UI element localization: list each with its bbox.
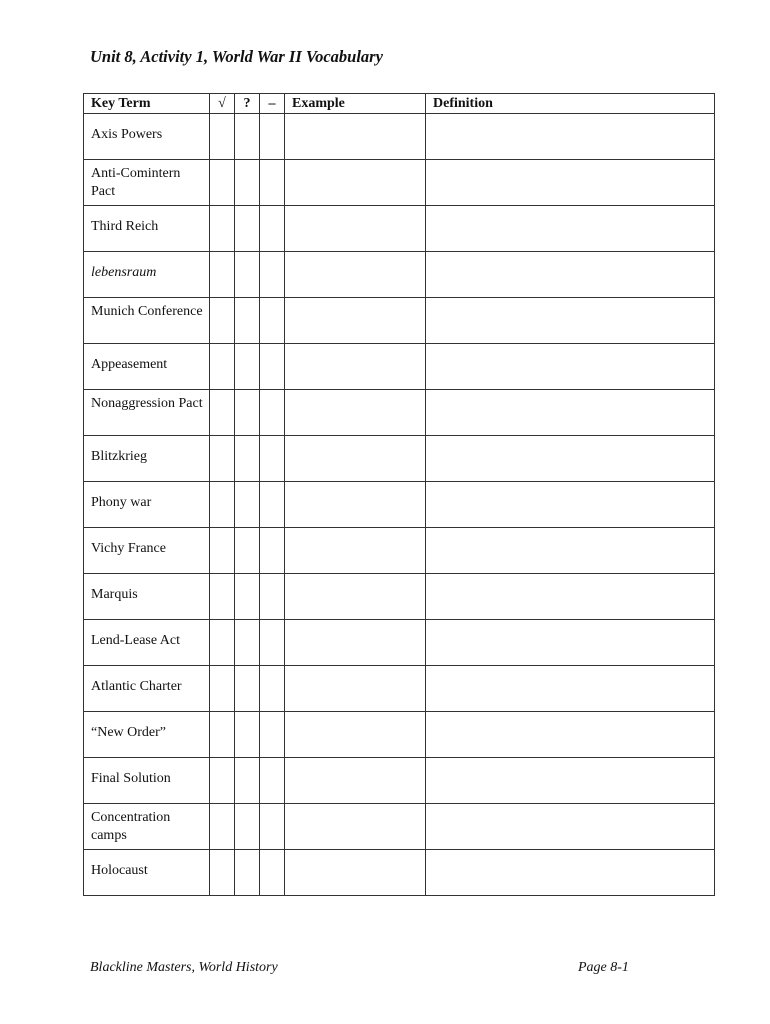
question-cell[interactable] [235, 620, 260, 666]
question-cell[interactable] [235, 758, 260, 804]
check-cell[interactable] [210, 436, 235, 482]
definition-cell[interactable] [426, 620, 715, 666]
example-cell[interactable] [285, 298, 426, 344]
table-row [84, 666, 715, 712]
question-cell[interactable] [235, 114, 260, 160]
key-term-cell: Lend-Lease Act [84, 620, 210, 666]
dash-cell[interactable] [260, 114, 285, 160]
check-cell[interactable] [210, 390, 235, 436]
dash-cell[interactable] [260, 620, 285, 666]
key-term-cell: Blitzkrieg [84, 436, 210, 482]
table-row [84, 712, 715, 758]
vocabulary-table [83, 93, 715, 896]
key-term-cell: Atlantic Charter [84, 666, 210, 712]
key-term-cell: Third Reich [84, 206, 210, 252]
definition-cell[interactable] [426, 666, 715, 712]
definition-cell[interactable] [426, 160, 715, 206]
table-row [84, 758, 715, 804]
header-dash: – [260, 94, 285, 114]
example-cell[interactable] [285, 528, 426, 574]
question-cell[interactable] [235, 390, 260, 436]
table-row [84, 298, 715, 344]
table-row [84, 850, 715, 896]
example-cell[interactable] [285, 436, 426, 482]
definition-cell[interactable] [426, 482, 715, 528]
question-cell[interactable] [235, 298, 260, 344]
key-term-cell: “New Order” [84, 712, 210, 758]
table-row [84, 206, 715, 252]
definition-cell[interactable] [426, 298, 715, 344]
question-cell[interactable] [235, 206, 260, 252]
question-cell[interactable] [235, 666, 260, 712]
question-cell[interactable] [235, 436, 260, 482]
key-term-cell: Axis Powers [84, 114, 210, 160]
definition-cell[interactable] [426, 206, 715, 252]
question-cell[interactable] [235, 712, 260, 758]
example-cell[interactable] [285, 160, 426, 206]
key-term-cell: Final Solution [84, 758, 210, 804]
dash-cell[interactable] [260, 252, 285, 298]
check-cell[interactable] [210, 758, 235, 804]
table-row [84, 620, 715, 666]
page-title: Unit 8, Activity 1, World War II Vocabulary [90, 47, 383, 66]
example-cell[interactable] [285, 758, 426, 804]
table-header-row [84, 94, 715, 114]
question-cell[interactable] [235, 804, 260, 850]
check-cell[interactable] [210, 712, 235, 758]
check-cell[interactable] [210, 620, 235, 666]
dash-cell[interactable] [260, 160, 285, 206]
dash-cell[interactable] [260, 482, 285, 528]
example-cell[interactable] [285, 206, 426, 252]
key-term-cell: Anti-Comintern Pact [84, 160, 210, 206]
key-term-cell: Vichy France [84, 528, 210, 574]
key-term-cell: Holocaust [84, 850, 210, 896]
example-cell[interactable] [285, 574, 426, 620]
check-cell[interactable] [210, 850, 235, 896]
key-term-cell: Phony war [84, 482, 210, 528]
definition-cell[interactable] [426, 528, 715, 574]
check-cell[interactable] [210, 344, 235, 390]
definition-cell[interactable] [426, 574, 715, 620]
check-cell[interactable] [210, 206, 235, 252]
example-cell[interactable] [285, 390, 426, 436]
dash-cell[interactable] [260, 206, 285, 252]
definition-cell[interactable] [426, 252, 715, 298]
key-term-cell: Concentration camps [84, 804, 210, 850]
definition-cell[interactable] [426, 804, 715, 850]
table-row [84, 160, 715, 206]
example-cell[interactable] [285, 252, 426, 298]
table-row [84, 528, 715, 574]
dash-cell[interactable] [260, 712, 285, 758]
question-cell[interactable] [235, 574, 260, 620]
table-row [84, 574, 715, 620]
example-cell[interactable] [285, 482, 426, 528]
header-definition: Definition [426, 94, 715, 114]
example-cell[interactable] [285, 712, 426, 758]
table-row [84, 436, 715, 482]
check-cell[interactable] [210, 666, 235, 712]
key-term-cell: lebensraum [84, 252, 210, 298]
definition-cell[interactable] [426, 436, 715, 482]
check-cell[interactable] [210, 114, 235, 160]
question-cell[interactable] [235, 344, 260, 390]
dash-cell[interactable] [260, 574, 285, 620]
footer-page-number: Page 8-1 [578, 960, 629, 975]
example-cell[interactable] [285, 620, 426, 666]
check-cell[interactable] [210, 804, 235, 850]
question-cell[interactable] [235, 160, 260, 206]
question-cell[interactable] [235, 482, 260, 528]
key-term-cell: Marquis [84, 574, 210, 620]
footer-source: Blackline Masters, World History [90, 960, 278, 975]
dash-cell[interactable] [260, 436, 285, 482]
table-row [84, 114, 715, 160]
example-cell[interactable] [285, 666, 426, 712]
definition-cell[interactable] [426, 344, 715, 390]
key-term-cell: Appeasement [84, 344, 210, 390]
check-cell[interactable] [210, 574, 235, 620]
definition-cell[interactable] [426, 114, 715, 160]
table-row [84, 482, 715, 528]
key-term-cell: Munich Conference [84, 298, 210, 344]
dash-cell[interactable] [260, 666, 285, 712]
example-cell[interactable] [285, 114, 426, 160]
key-term-cell: Nonaggression Pact [84, 390, 210, 436]
question-cell[interactable] [235, 252, 260, 298]
check-cell[interactable] [210, 252, 235, 298]
check-cell[interactable] [210, 298, 235, 344]
check-cell[interactable] [210, 482, 235, 528]
header-check: √ [210, 94, 235, 114]
question-cell[interactable] [235, 528, 260, 574]
example-cell[interactable] [285, 344, 426, 390]
table-row [84, 390, 715, 436]
definition-cell[interactable] [426, 712, 715, 758]
table-row [84, 804, 715, 850]
question-cell[interactable] [235, 850, 260, 896]
example-cell[interactable] [285, 804, 426, 850]
dash-cell[interactable] [260, 344, 285, 390]
dash-cell[interactable] [260, 850, 285, 896]
dash-cell[interactable] [260, 528, 285, 574]
header-example: Example [285, 94, 426, 114]
table-row [84, 252, 715, 298]
dash-cell[interactable] [260, 758, 285, 804]
definition-cell[interactable] [426, 390, 715, 436]
definition-cell[interactable] [426, 758, 715, 804]
table-row [84, 344, 715, 390]
header-question: ? [235, 94, 260, 114]
header-key-term: Key Term [84, 94, 210, 114]
dash-cell[interactable] [260, 390, 285, 436]
check-cell[interactable] [210, 160, 235, 206]
dash-cell[interactable] [260, 298, 285, 344]
definition-cell[interactable] [426, 850, 715, 896]
check-cell[interactable] [210, 528, 235, 574]
example-cell[interactable] [285, 850, 426, 896]
dash-cell[interactable] [260, 804, 285, 850]
